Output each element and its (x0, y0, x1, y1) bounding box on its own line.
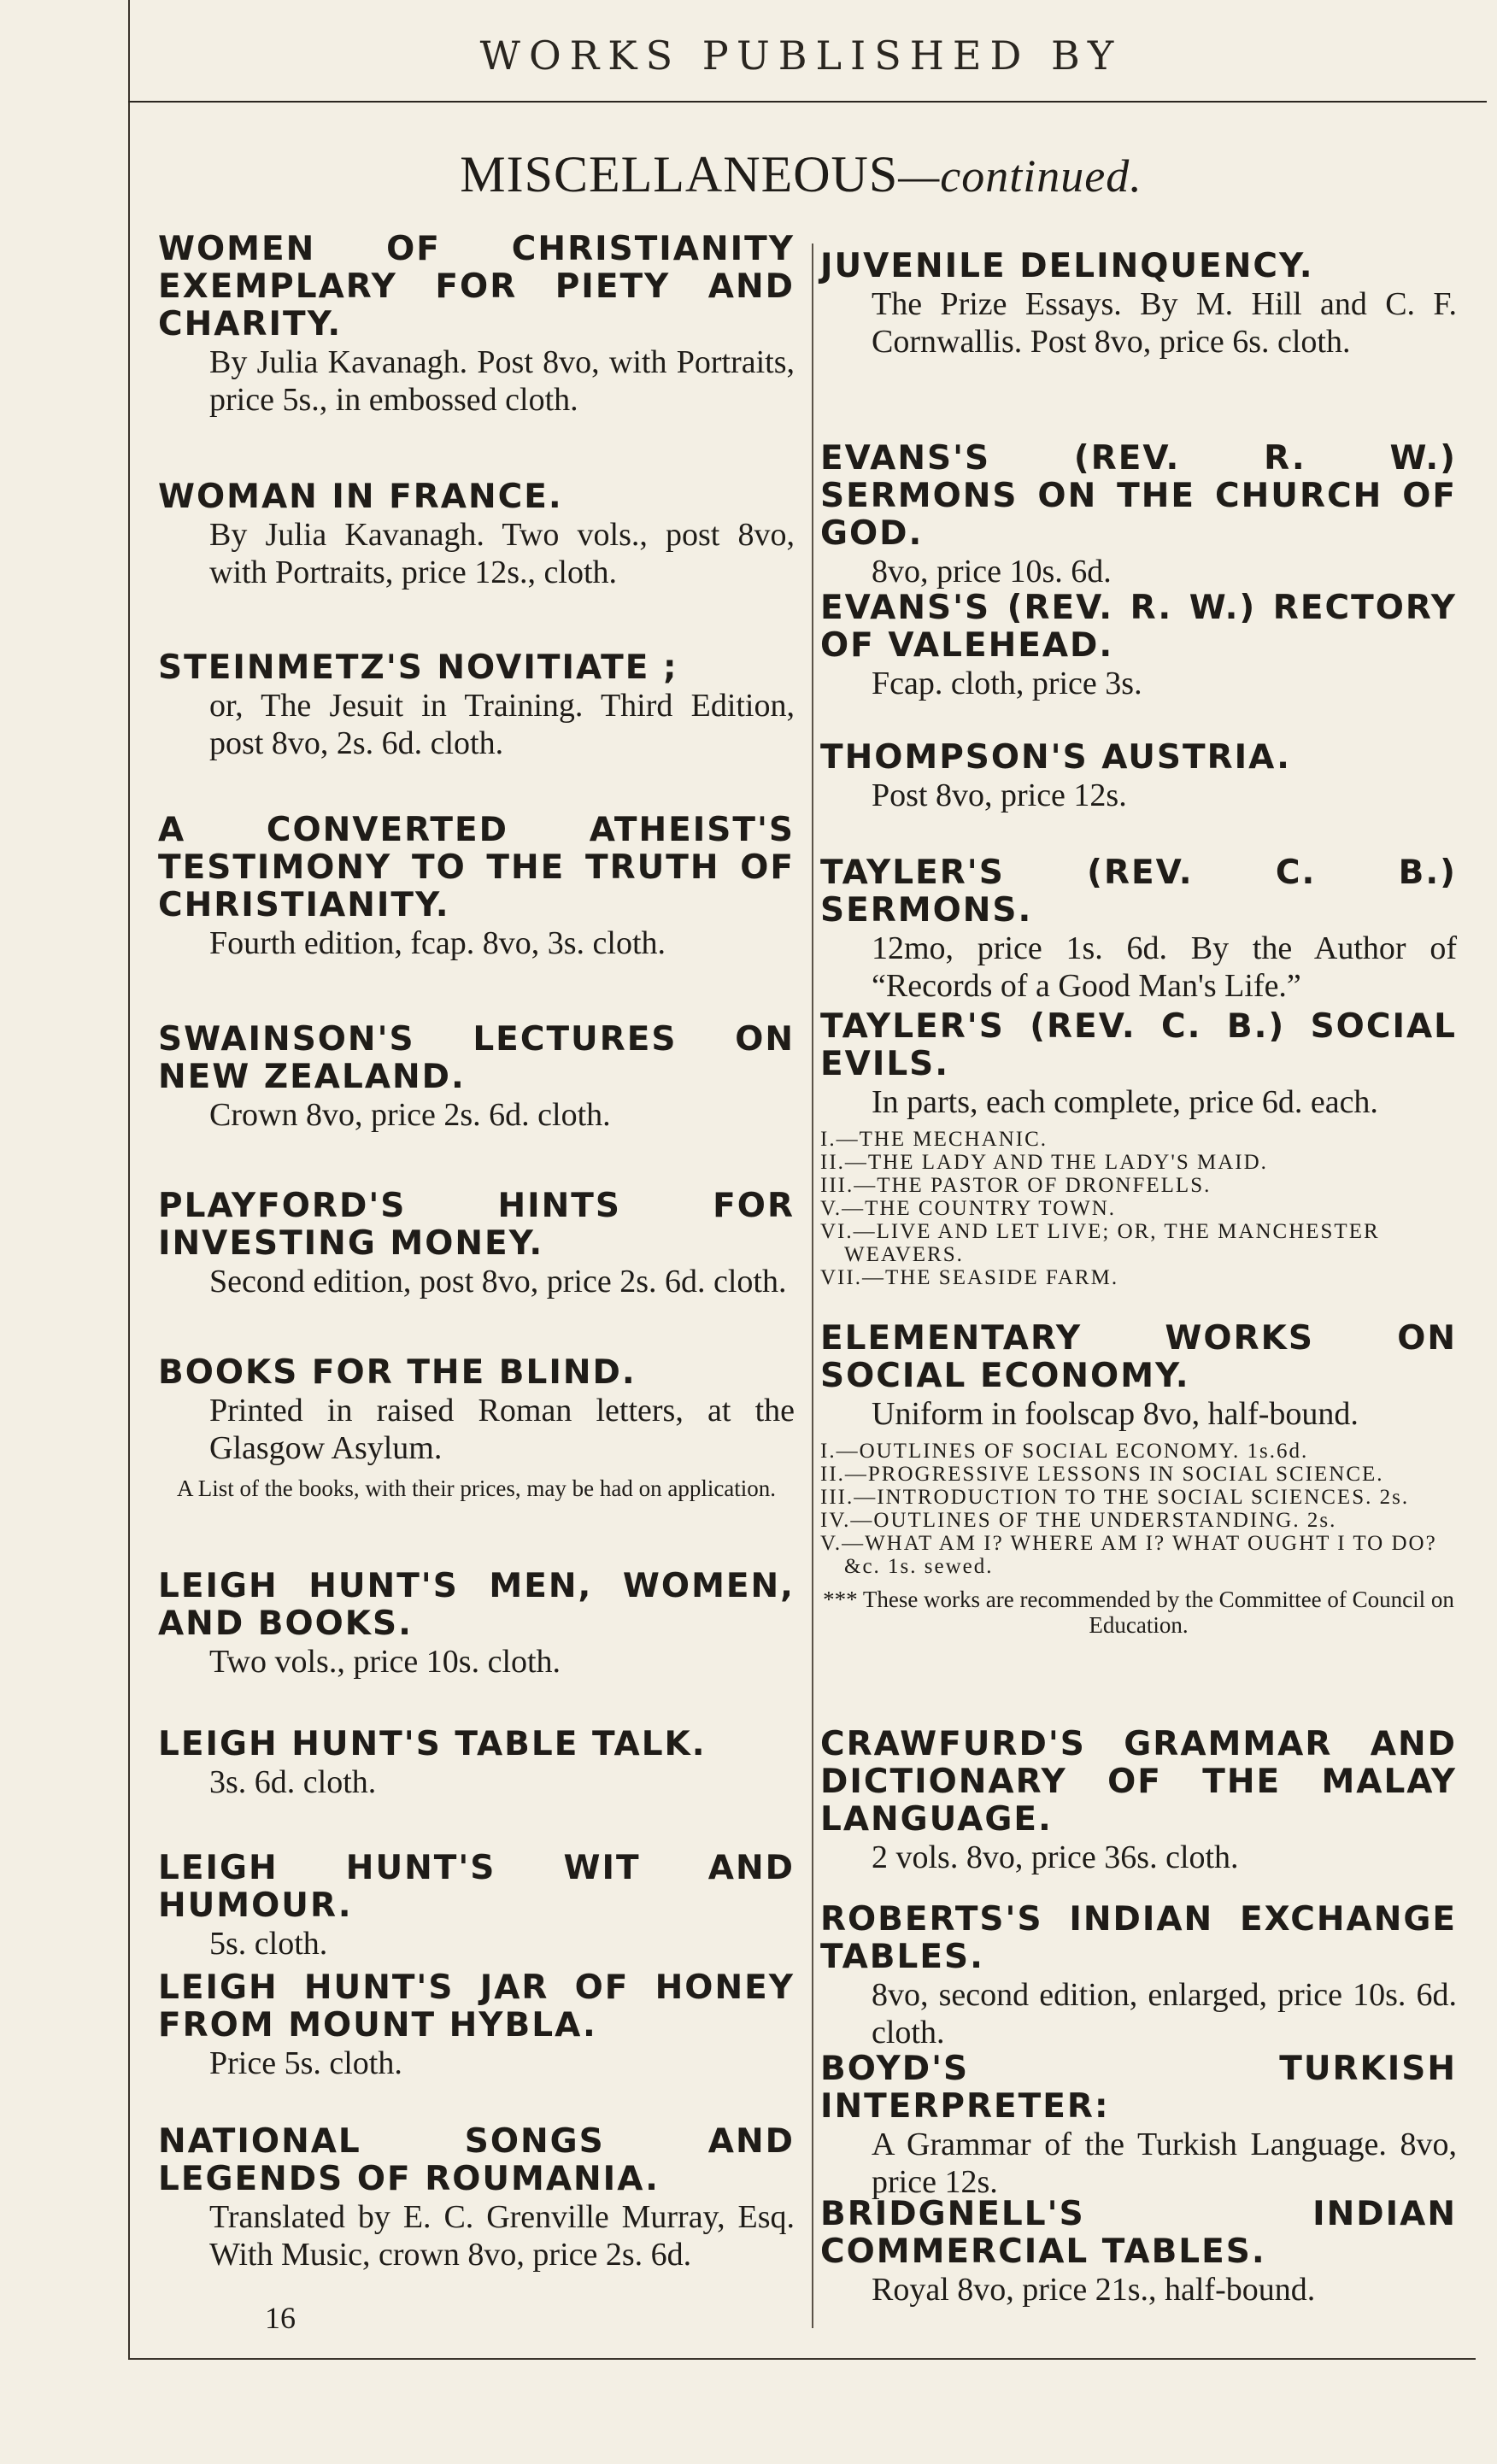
entry-title: BOYD'S TURKISH INTERPRETER: (820, 2050, 1457, 2126)
entry-title: WOMAN IN FRANCE. (158, 478, 563, 516)
entry-title: STEINMETZ'S NOVITIATE ; (158, 648, 678, 687)
entry-title: CRAWFURD'S GRAMMAR AND DICTIONARY OF THE MALAY LANGUAGE. (820, 1725, 1457, 1839)
entry-description: 2 vols. 8vo, price 36s. cloth. (872, 1839, 1239, 1875)
list-item: IV.—OUTLINES OF THE UNDERSTANDING. 2s. (820, 1509, 1337, 1532)
catalogue-entry (158, 478, 795, 591)
section-title (128, 145, 1474, 204)
catalogue-entry (158, 1188, 795, 1300)
entry-description: Price 5s. cloth. (209, 2045, 402, 2081)
list-item: V.—THE COUNTRY TOWN. (820, 1197, 1117, 1220)
entry-description: 3s. 6d. cloth. (209, 1764, 377, 1800)
entry-description: Crown 8vo, price 2s. 6d. cloth. (209, 1097, 611, 1133)
entry-description: Royal 8vo, price 21s., half-bound. (872, 2272, 1316, 2308)
column-divider (812, 243, 813, 2328)
entry-title: BRIDGNELL'S INDIAN COMMERCIAL TABLES. (820, 2195, 1457, 2271)
catalogue-entry (820, 590, 1457, 702)
catalogue-entry (158, 812, 795, 962)
entry-description: 8vo, price 10s. 6d. (872, 554, 1112, 590)
catalogue-entry (158, 1850, 795, 1962)
section-title-main: MISCELLANEOUS (460, 146, 899, 202)
catalogue-entry (820, 440, 1457, 590)
catalogue-entry (820, 1008, 1457, 1289)
entry-description: The Prize Essays. By M. Hill and C. F. Cornwallis. Post 8vo, price 6s. cloth. (872, 286, 1457, 360)
entry-description: A Grammar of the Turkish Language. 8vo, price 12s. (872, 2127, 1457, 2200)
entry-title: JUVENILE DELINQUENCY. (820, 247, 1314, 285)
entry-title: LEIGH HUNT'S JAR OF HONEY FROM MOUNT HYBLA. (158, 1968, 795, 2045)
entry-title: LEIGH HUNT'S WIT AND HUMOUR. (158, 1849, 795, 1925)
entry-note: *** These works are recommended by the Committee of Council on Education. (823, 1587, 1454, 1638)
entry-title: TAYLER'S (REV. C. B.) SERMONS. (820, 854, 1457, 930)
entry-title: EVANS'S (REV. R. W.) RECTORY OF VALEHEAD. (820, 589, 1457, 665)
entry-description: By Julia Kavanagh. Post 8vo, with Portraits, price 5s., in embossed cloth. (209, 344, 795, 418)
catalogue-entry (820, 248, 1457, 361)
page-number: 16 (265, 2301, 296, 2335)
entry-description: In parts, each complete, price 6d. each. (872, 1084, 1378, 1120)
entry-description: Translated by E. C. Grenville Murray, Esq. With Music, crown 8vo, price 2s. 6d. (209, 2199, 795, 2273)
entry-description: Post 8vo, price 12s. (872, 777, 1127, 813)
catalogue-entry (820, 2196, 1457, 2309)
catalogue-entry (158, 649, 795, 762)
entry-description: or, The Jesuit in Training. Third Edition, post 8vo, 2s. 6d. cloth. (209, 688, 795, 761)
entry-description: By Julia Kavanagh. Two vols., post 8vo, with Portraits, price 12s., cloth. (209, 517, 795, 590)
entry-title: SWAINSON'S LECTURES ON NEW ZEALAND. (158, 1020, 795, 1096)
catalogue-entry (158, 2123, 795, 2273)
entry-title: THOMPSON'S AUSTRIA. (820, 738, 1291, 777)
entry-description: Fcap. cloth, price 3s. (872, 666, 1142, 701)
list-item: III.—INTRODUCTION TO THE SOCIAL SCIENCES. 2s. (820, 1486, 1410, 1509)
catalogue-entry (158, 1969, 795, 2082)
works-list (820, 1440, 1457, 1578)
catalogue-entry (820, 1726, 1457, 1876)
header-rule (128, 101, 1487, 103)
running-head: WORKS PUBLISHED BY (479, 32, 1123, 79)
parts-list (820, 1128, 1457, 1289)
list-item: I.—OUTLINES OF SOCIAL ECONOMY. 1s.6d. (820, 1440, 1309, 1463)
catalogue-entry (158, 1354, 795, 1501)
entry-title: ELEMENTARY WORKS ON SOCIAL ECONOMY. (820, 1319, 1457, 1395)
catalogue-entry (820, 739, 1457, 814)
catalogue-entry (158, 1568, 795, 1681)
catalogue-entry (820, 2050, 1457, 2201)
catalogue-entry (158, 1021, 795, 1134)
catalogue-entry (820, 1901, 1457, 2051)
section-title-suffix: —continued. (898, 150, 1142, 202)
entry-title: A CONVERTED ATHEIST'S TESTIMONY TO THE TRUTH OF CHRISTIANITY. (158, 811, 795, 924)
catalogue-entry (820, 854, 1457, 1005)
entry-description: Printed in raised Roman letters, at the Glasgow Asylum. (209, 1393, 795, 1466)
catalogue-entry (158, 1726, 795, 1801)
list-item: VI.—LIVE AND LET LIVE; OR, THE MANCHESTER WEAVERS. (820, 1220, 1380, 1266)
entry-title: TAYLER'S (REV. C. B.) SOCIAL EVILS. (820, 1007, 1457, 1083)
entry-title: ROBERTS'S INDIAN EXCHANGE TABLES. (820, 1900, 1457, 1976)
entry-title: PLAYFORD'S HINTS FOR INVESTING MONEY. (158, 1187, 795, 1263)
entry-title: NATIONAL SONGS AND LEGENDS OF ROUMANIA. (158, 2122, 795, 2198)
list-item: II.—PROGRESSIVE LESSONS IN SOCIAL SCIENCE. (820, 1463, 1384, 1486)
list-item: I.—THE MECHANIC. (820, 1128, 1048, 1151)
entry-description: Uniform in foolscap 8vo, half-bound. (872, 1396, 1359, 1432)
catalogue-entry (158, 231, 795, 419)
entry-description: Two vols., price 10s. cloth. (209, 1644, 561, 1680)
entry-description: 12mo, price 1s. 6d. By the Author of “Records of a Good Man's Life.” (872, 930, 1457, 1004)
entry-title: LEIGH HUNT'S MEN, WOMEN, AND BOOKS. (158, 1567, 795, 1643)
entry-title: BOOKS FOR THE BLIND. (158, 1353, 637, 1392)
entry-note: A List of the books, with their prices, may be had on application. (176, 1475, 777, 1501)
list-item: VII.—THE SEASIDE FARM. (820, 1266, 1119, 1289)
catalogue-entry (820, 1320, 1457, 1638)
entry-description: Second edition, post 8vo, price 2s. 6d. cloth. (209, 1264, 787, 1299)
list-item: III.—THE PASTOR OF DRONFELLS. (820, 1174, 1212, 1197)
entry-description: 8vo, second edition, enlarged, price 10s. 6d. cloth. (872, 1977, 1457, 2050)
entry-title: EVANS'S (REV. R. W.) SERMONS ON THE CHURCH OF GOD. (820, 439, 1457, 553)
entry-description: 5s. cloth. (209, 1926, 328, 1962)
entry-title: LEIGH HUNT'S TABLE TALK. (158, 1725, 707, 1763)
list-item: V.—WHAT AM I? WHERE AM I? WHAT OUGHT I TO DO? &c. 1s. sewed. (820, 1532, 1437, 1578)
entry-description: Fourth edition, fcap. 8vo, 3s. cloth. (209, 925, 666, 961)
list-item: II.—THE LADY AND THE LADY'S MAID. (820, 1151, 1268, 1174)
entry-title: WOMEN OF CHRISTIANITY EXEMPLARY FOR PIETY AND CHARITY. (158, 230, 795, 343)
